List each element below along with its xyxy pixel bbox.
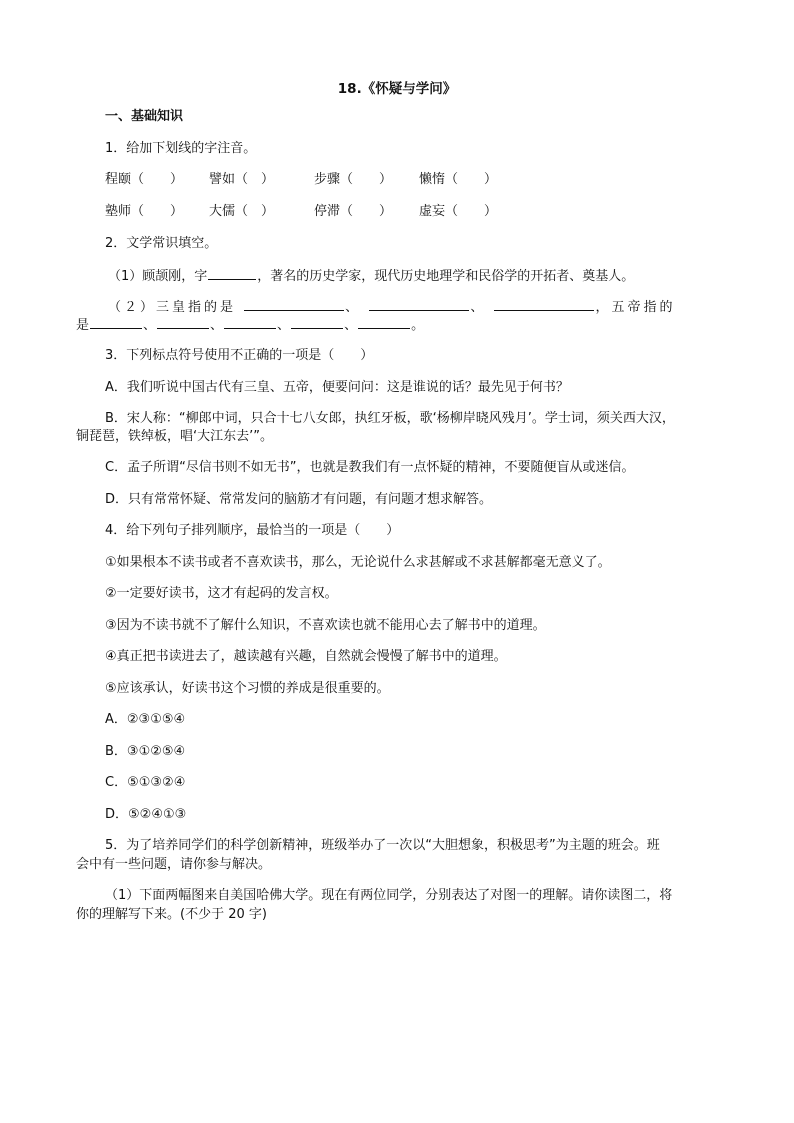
q5-sub1-line-2: 你的理解写下来。(不少于 20 字) bbox=[76, 907, 267, 922]
q3-option-a: A．我们听说中国古代有三皇、五帝，便要问问：这是谁说的话？最先见于何书？ bbox=[105, 380, 569, 395]
pinyin-item: 步骤（ ） bbox=[314, 172, 393, 187]
q3-option-c: C．孟子所谓“尽信书则不如无书”，也就是教我们有一点怀疑的精神，不要随便盲从或迷信。 bbox=[105, 460, 635, 475]
q3-option-b-line-1: B．宋人称：“柳郎中词，只合十七八女郎，执红牙板，歌‘杨柳岸晓风残月’。学士词，须关西大汉， bbox=[105, 411, 675, 426]
q4-option-b: B．③①②⑤④ bbox=[105, 744, 186, 759]
q4-stem: 4．给下列句子排列顺序，最恰当的一项是（ ） bbox=[105, 523, 400, 538]
q1-stem: 1．给加下划线的字注音。 bbox=[105, 141, 257, 156]
q2-item-2-line-1 bbox=[108, 298, 675, 317]
section-heading: 一、基础知识 bbox=[105, 109, 184, 124]
pinyin-item: 停滞（ ） bbox=[314, 204, 393, 219]
answer-blank[interactable] bbox=[208, 267, 256, 280]
separator: 、 bbox=[470, 300, 487, 315]
pinyin-item: 譬如（ ） bbox=[209, 172, 275, 187]
answer-blank[interactable] bbox=[157, 316, 209, 329]
q2-item2-end: 。 bbox=[411, 318, 425, 333]
pinyin-item: 大儒（ ） bbox=[209, 204, 275, 219]
q3-stem: 3．下列标点符号使用不正确的一项是（ ） bbox=[105, 348, 374, 363]
q2-item1-text-before: （1）顾颉刚，字 bbox=[108, 269, 208, 284]
answer-blank[interactable] bbox=[369, 298, 469, 311]
q3-option-d: D．只有常常怀疑、常常发问的脑筋才有问题，有问题才想求解答。 bbox=[105, 492, 493, 507]
q4-sentence-5: ⑤应该承认，好读书这个习惯的养成是很重要的。 bbox=[105, 681, 390, 696]
q4-sentence-1: ①如果根本不读书或者不喜欢读书，那么，无论说什么求甚解或不求甚解都毫无意义了。 bbox=[105, 555, 611, 570]
answer-blank[interactable] bbox=[358, 316, 410, 329]
answer-blank[interactable] bbox=[494, 298, 594, 311]
q5-stem-line-2: 会中有一些问题，请你参与解决。 bbox=[76, 857, 272, 872]
q4-sentence-4: ④真正把书读进去了，越读越有兴趣，自然就会慢慢了解书中的道理。 bbox=[105, 649, 507, 664]
separator: 、 bbox=[210, 318, 224, 333]
separator: 、 bbox=[143, 318, 157, 333]
page-title: 18.《怀疑与学问》 bbox=[337, 81, 457, 97]
q2-item2-mid: ，五帝指的 bbox=[595, 300, 676, 315]
q2-item-2-line-2 bbox=[76, 316, 424, 335]
q2-item2-line2-start: 是 bbox=[76, 318, 90, 333]
q2-stem: 2．文学常识填空。 bbox=[105, 236, 218, 251]
pinyin-item: 程颐（ ） bbox=[105, 172, 184, 187]
pinyin-item: 塾师（ ） bbox=[105, 204, 184, 219]
q5-sub1-line-1: （1）下面两幅图来自美国哈佛大学。现在有两位同学，分别表达了对图一的理解。请你读图二，将 bbox=[105, 888, 673, 903]
answer-blank[interactable] bbox=[90, 316, 142, 329]
q4-option-d: D．⑤②④①③ bbox=[105, 807, 187, 822]
q2-item1-text-after: ，著名的历史学家，现代历史地理学和民俗学的开拓者、奠基人。 bbox=[257, 269, 635, 284]
q2-item-1 bbox=[108, 267, 634, 286]
separator: 、 bbox=[345, 300, 362, 315]
q3-option-b-line-2: 铜琵琶，铁绰板，唱‘大江东去’”。 bbox=[76, 429, 273, 444]
answer-blank[interactable] bbox=[291, 316, 343, 329]
q5-stem-line-1: 5．为了培养同学们的科学创新精神，班级举办了一次以“大胆想象，积极思考”为主题的班会。班 bbox=[105, 838, 660, 853]
q2-item2-prefix: （２）三皇指的是 bbox=[108, 300, 237, 315]
pinyin-item: 虚妄（ ） bbox=[419, 204, 498, 219]
q4-sentence-2: ②一定要好读书，这才有起码的发言权。 bbox=[105, 586, 338, 601]
separator: 、 bbox=[277, 318, 291, 333]
answer-blank[interactable] bbox=[244, 298, 344, 311]
q4-sentence-3: ③因为不读书就不了解什么知识，不喜欢读也就不能用心去了解书中的道理。 bbox=[105, 618, 546, 633]
pinyin-item: 懒惰（ ） bbox=[419, 172, 498, 187]
separator: 、 bbox=[344, 318, 358, 333]
q4-option-a: A．②③①⑤④ bbox=[105, 712, 186, 727]
answer-blank[interactable] bbox=[224, 316, 276, 329]
q4-option-c: C．⑤①③②④ bbox=[105, 775, 186, 790]
